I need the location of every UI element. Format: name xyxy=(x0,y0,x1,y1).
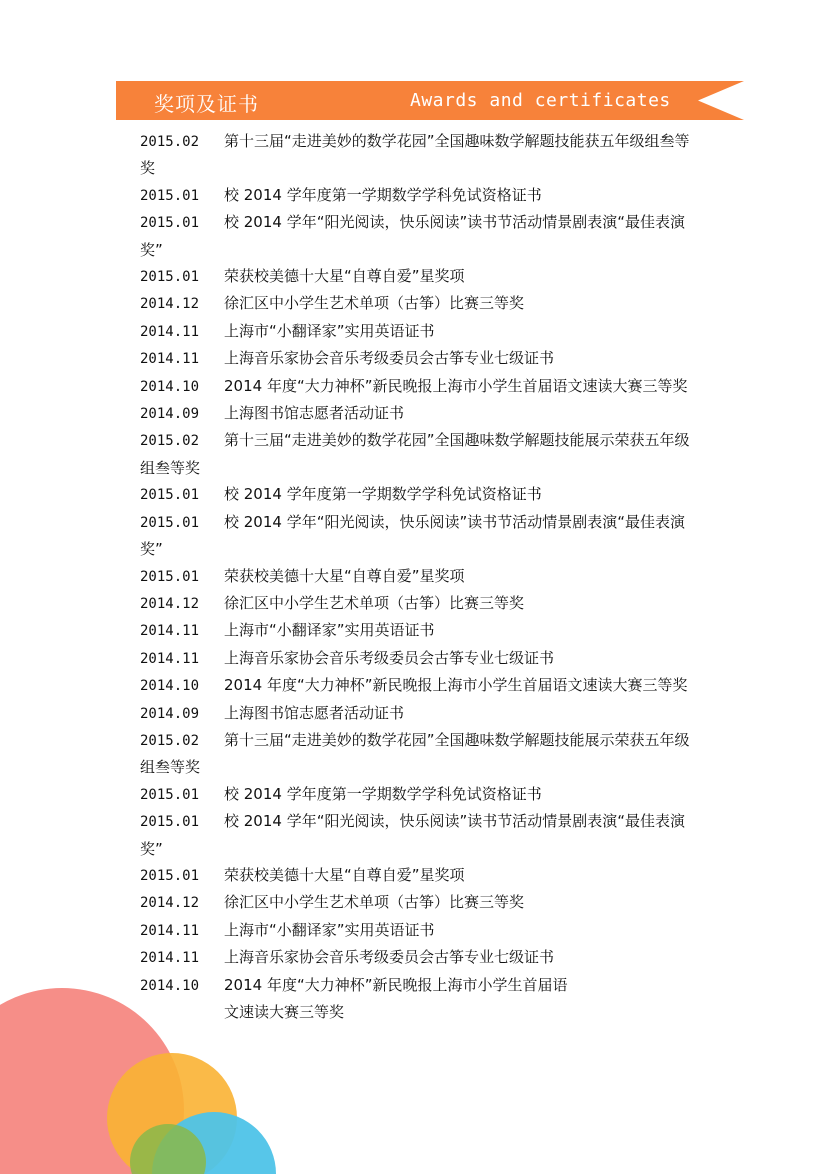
award-text: 第十三届“走进美妙的数学花园”全国趣味数学解题技能展示荣获五年级组叁等奖 xyxy=(140,730,690,777)
award-text: 上海市“小翻译家”实用英语证书 xyxy=(224,920,435,939)
award-date: 2015.01 xyxy=(140,867,200,884)
award-date: 2015.02 xyxy=(140,134,200,150)
award-text: 2014 年度“大力神杯”新民晚报上海市小学生首届语 xyxy=(224,975,568,994)
award-date: 2014.11 xyxy=(140,650,200,667)
award-date: 2015.01 xyxy=(140,514,200,531)
award-entry xyxy=(140,182,700,209)
award-text: 上海图书馆志愿者活动证书 xyxy=(224,404,405,423)
award-entry xyxy=(140,645,700,672)
award-entry xyxy=(140,590,700,617)
award-entry xyxy=(140,373,700,400)
award-text: 荣获校美德十大星“自尊自爱”星奖项 xyxy=(224,566,465,585)
section-header-banner xyxy=(116,81,744,120)
award-date: 2014.11 xyxy=(140,323,200,340)
award-text: 第十三届“走进美妙的数学花园”全国趣味数学解题技能展示荣获五年级组叁等奖 xyxy=(140,431,690,477)
award-text: 2014 年度“大力神杯”新民晚报上海市小学生首届语文速读大赛三等奖 xyxy=(224,676,688,695)
award-text: 上海音乐家协会音乐考级委员会古筝专业七级证书 xyxy=(224,948,555,967)
award-entry xyxy=(140,944,700,971)
award-entry xyxy=(140,400,700,427)
award-date: 2014.09 xyxy=(140,705,200,722)
award-text: 校 2014 学年度第一学期数学学科免试资格证书 xyxy=(224,185,542,204)
award-entry xyxy=(140,290,700,317)
award-date: 2014.10 xyxy=(140,977,200,994)
award-date: 2014.11 xyxy=(140,351,200,368)
award-date: 2015.01 xyxy=(140,786,200,803)
award-entry xyxy=(140,972,700,1026)
award-date: 2015.01 xyxy=(140,568,200,585)
award-date: 2014.09 xyxy=(140,406,200,423)
award-entry xyxy=(140,128,700,182)
award-date: 2014.11 xyxy=(140,922,200,939)
award-text: 2014 年度“大力神杯”新民晚报上海市小学生首届语文速读大赛三等奖 xyxy=(224,376,688,395)
award-date: 2015.02 xyxy=(140,433,200,450)
awards-list xyxy=(140,128,700,1025)
award-date: 2015.02 xyxy=(140,732,200,749)
award-entry xyxy=(140,700,700,727)
award-date: 2015.01 xyxy=(140,814,200,831)
award-date: 2015.01 xyxy=(140,187,200,204)
award-entry xyxy=(140,481,700,508)
award-text: 徐汇区中小学生艺术单项（古筝）比赛三等奖 xyxy=(224,294,525,313)
award-entry xyxy=(140,862,700,889)
award-text: 校 2014 学年“阳光阅读，快乐阅读”读书节活动情景剧表演“最佳表演奖” xyxy=(140,812,686,858)
section-title-english: Awards and certificates xyxy=(410,90,671,111)
award-entry xyxy=(140,781,700,808)
award-text: 荣获校美德十大星“自尊自爱”星奖项 xyxy=(224,865,465,884)
award-entry xyxy=(140,617,700,644)
award-text: 校 2014 学年度第一学期数学学科免试资格证书 xyxy=(224,784,542,803)
award-entry xyxy=(140,917,700,944)
award-date: 2014.11 xyxy=(140,950,200,967)
award-text: 校 2014 学年“阳光阅读，快乐阅读”读书节活动情景剧表演“最佳表演奖” xyxy=(140,213,686,259)
award-date: 2014.12 xyxy=(140,595,200,612)
award-text: 校 2014 学年“阳光阅读，快乐阅读”读书节活动情景剧表演“最佳表演奖” xyxy=(140,512,686,559)
award-text-continued: 文速读大赛三等奖 xyxy=(224,1003,345,1021)
award-text: 上海音乐家协会音乐考级委员会古筝专业七级证书 xyxy=(224,349,555,368)
award-text: 徐汇区中小学生艺术单项（古筝）比赛三等奖 xyxy=(224,593,525,612)
award-entry xyxy=(140,672,700,699)
award-date: 2014.12 xyxy=(140,895,200,912)
award-text: 上海音乐家协会音乐考级委员会古筝专业七级证书 xyxy=(224,648,555,667)
award-entry xyxy=(140,509,700,563)
award-text: 上海市“小翻译家”实用英语证书 xyxy=(224,621,435,640)
award-date: 2014.11 xyxy=(140,623,200,640)
award-entry xyxy=(140,889,700,916)
award-entry xyxy=(140,427,700,481)
section-title-chinese: 奖项及证书 xyxy=(154,92,259,116)
award-text: 上海市“小翻译家”实用英语证书 xyxy=(224,321,435,340)
award-text: 校 2014 学年度第一学期数学学科免试资格证书 xyxy=(224,485,542,504)
award-entry xyxy=(140,727,700,781)
award-text: 上海图书馆志愿者活动证书 xyxy=(224,703,405,722)
award-entry xyxy=(140,808,700,862)
award-date: 2014.10 xyxy=(140,678,200,695)
award-date: 2015.01 xyxy=(140,215,200,232)
award-date: 2015.01 xyxy=(140,487,200,504)
award-entry xyxy=(140,563,700,590)
award-date: 2015.01 xyxy=(140,269,200,286)
award-date: 2014.12 xyxy=(140,296,200,313)
award-date: 2014.10 xyxy=(140,378,200,395)
award-entry xyxy=(140,345,700,372)
award-entry xyxy=(140,209,700,263)
award-text: 第十三届“走进美妙的数学花园”全国趣味数学解题技能获五年级组叁等奖 xyxy=(140,132,690,178)
award-text: 荣获校美德十大星“自尊自爱”星奖项 xyxy=(224,267,465,286)
award-entry xyxy=(140,318,700,345)
award-text: 徐汇区中小学生艺术单项（古筝）比赛三等奖 xyxy=(224,893,525,912)
award-entry xyxy=(140,263,700,290)
